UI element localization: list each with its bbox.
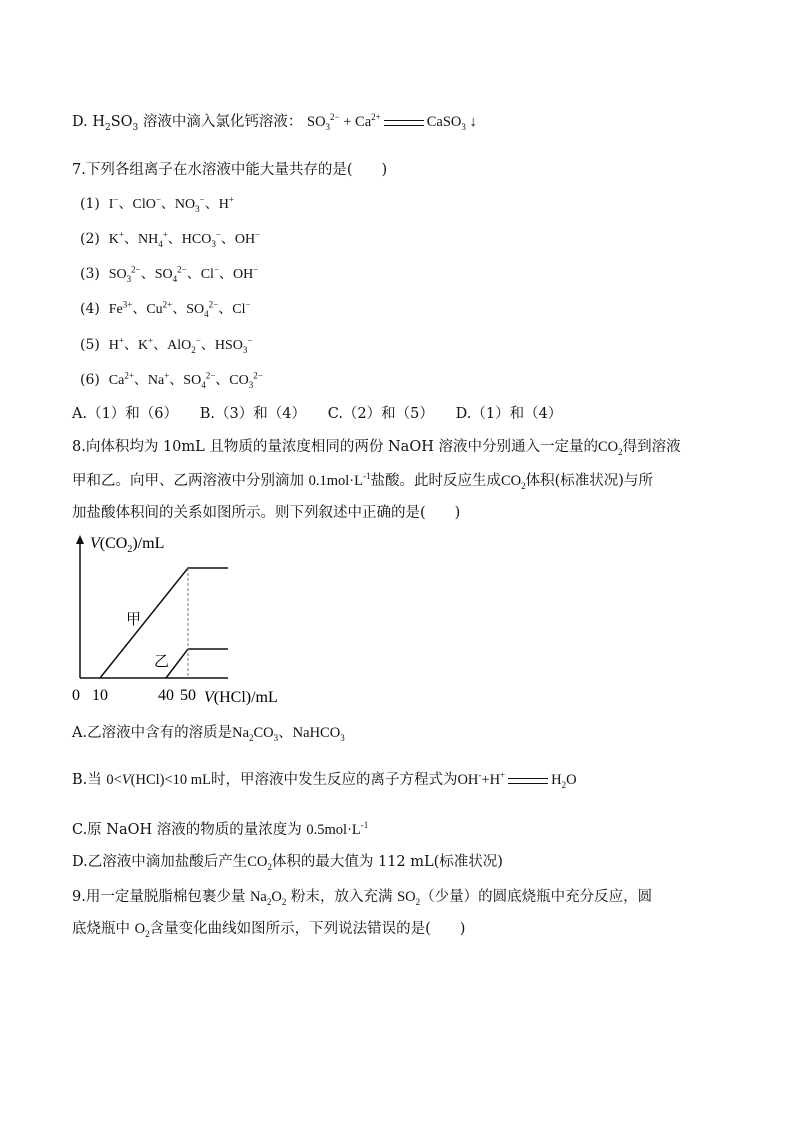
co2-volume-chart <box>70 530 310 710</box>
q8-line-1: 8.向体积均为 10mL 且物质的量浓度相同的两份 NaOH 溶液中分别通入一定量的$CO_2$得到溶液 <box>72 439 681 457</box>
x-tick-50: 50 <box>180 687 196 704</box>
q8-option-b: B.当 0<V(HCl)<10 mL时，甲溶液中发生反应的离子方程式为OH-+H+ $H_2O$ <box>72 770 577 790</box>
q7-item-5: (5) H+、K+、AlO$_2$−、$HSO_3^-$ <box>80 335 253 355</box>
equal-arrow-icon <box>384 120 424 126</box>
q7-item-4: (4) $Fe^{3+}$、$Cu^{2+}$、$SO_4^{2-}$、Cl− <box>80 299 251 319</box>
q9-line-1: 9.用一定量脱脂棉包裹少量 $Na_2O_2$ 粉末，放入充满 $SO_2$（少量）的圆底烧瓶中充分反应，圆 <box>72 889 653 907</box>
series-yi-label: 乙 <box>154 652 170 670</box>
q8-line-3: 加盐酸体积间的关系如图所示。则下列叙述中正确的是( ) <box>72 505 461 521</box>
q7-item-1: (1) I−、ClO−、$NO_3^-$、H+ <box>80 194 234 214</box>
y-axis-arrow-icon <box>76 535 84 544</box>
q6d-prefix: D. H <box>72 114 105 130</box>
x-axis-label: V(HCl)/mL <box>204 689 278 706</box>
y-axis-label: $V(CO_2)/mL$ <box>90 535 165 555</box>
x-tick-10: 10 <box>92 687 108 704</box>
q8-option-a: A.乙溶液中含有的溶质是$Na_2CO_3$、NaHCO$_3$ <box>72 725 345 743</box>
q6d-equation: $SO_3^{2-} + Ca^{2+}$ CaSO$_3$ ↓ <box>307 112 477 132</box>
series-yi-line <box>166 649 228 678</box>
q7-item-6: (6) $Ca^{2+}$、Na+、$SO_4^{2-}$、$CO_3^{2-}$ <box>80 370 263 390</box>
equal-arrow-icon <box>508 778 548 784</box>
q6-option-d: D. $H_2SO_3$ 溶液中滴入氯化钙溶液： $SO_3^{2-} + Ca^{2+}$ CaSO$_3$ ↓ <box>72 112 477 133</box>
q7-answers: A.（1）和（6） B.（3）和（4） C.（2）和（5） D.（1）和（4） <box>72 406 563 422</box>
series-jia-label: 甲 <box>126 610 142 628</box>
q8-option-c: C.原 NaOH 溶液的物质的量浓度为 $0.5mol\cdot L^{-1}$ <box>72 820 369 838</box>
q7-stem: 7.下列各组离子在水溶液中能大量共存的是( ) <box>72 162 388 178</box>
x-tick-0: 0 <box>72 687 80 704</box>
x-tick-40: 40 <box>158 687 174 704</box>
q9-line-2: 底烧瓶中 $O_2$含量变化曲线如图所示，下列说法错误的是( ) <box>72 921 466 939</box>
q7-item-3: (3) $SO_3^{2-}$、$SO_4^{2-}$、Cl−、OH− <box>80 264 259 284</box>
q6d-text: 溶液中滴入氯化钙溶液： <box>142 114 303 130</box>
q8-option-d: D.乙溶液中滴加盐酸后产生$CO_2$体积的最大值为 112 mL(标准状况) <box>72 854 503 872</box>
q8-line-2: 甲和乙。向甲、乙两溶液中分别滴加 $0.1mol\cdot L^{-1}$盐酸。此时反应生成$CO_2$体积(标准状况)与所 <box>72 471 653 491</box>
q7-item-2: (2) K+、$NH_4^+$、$HCO_3^-$、OH− <box>80 229 261 249</box>
